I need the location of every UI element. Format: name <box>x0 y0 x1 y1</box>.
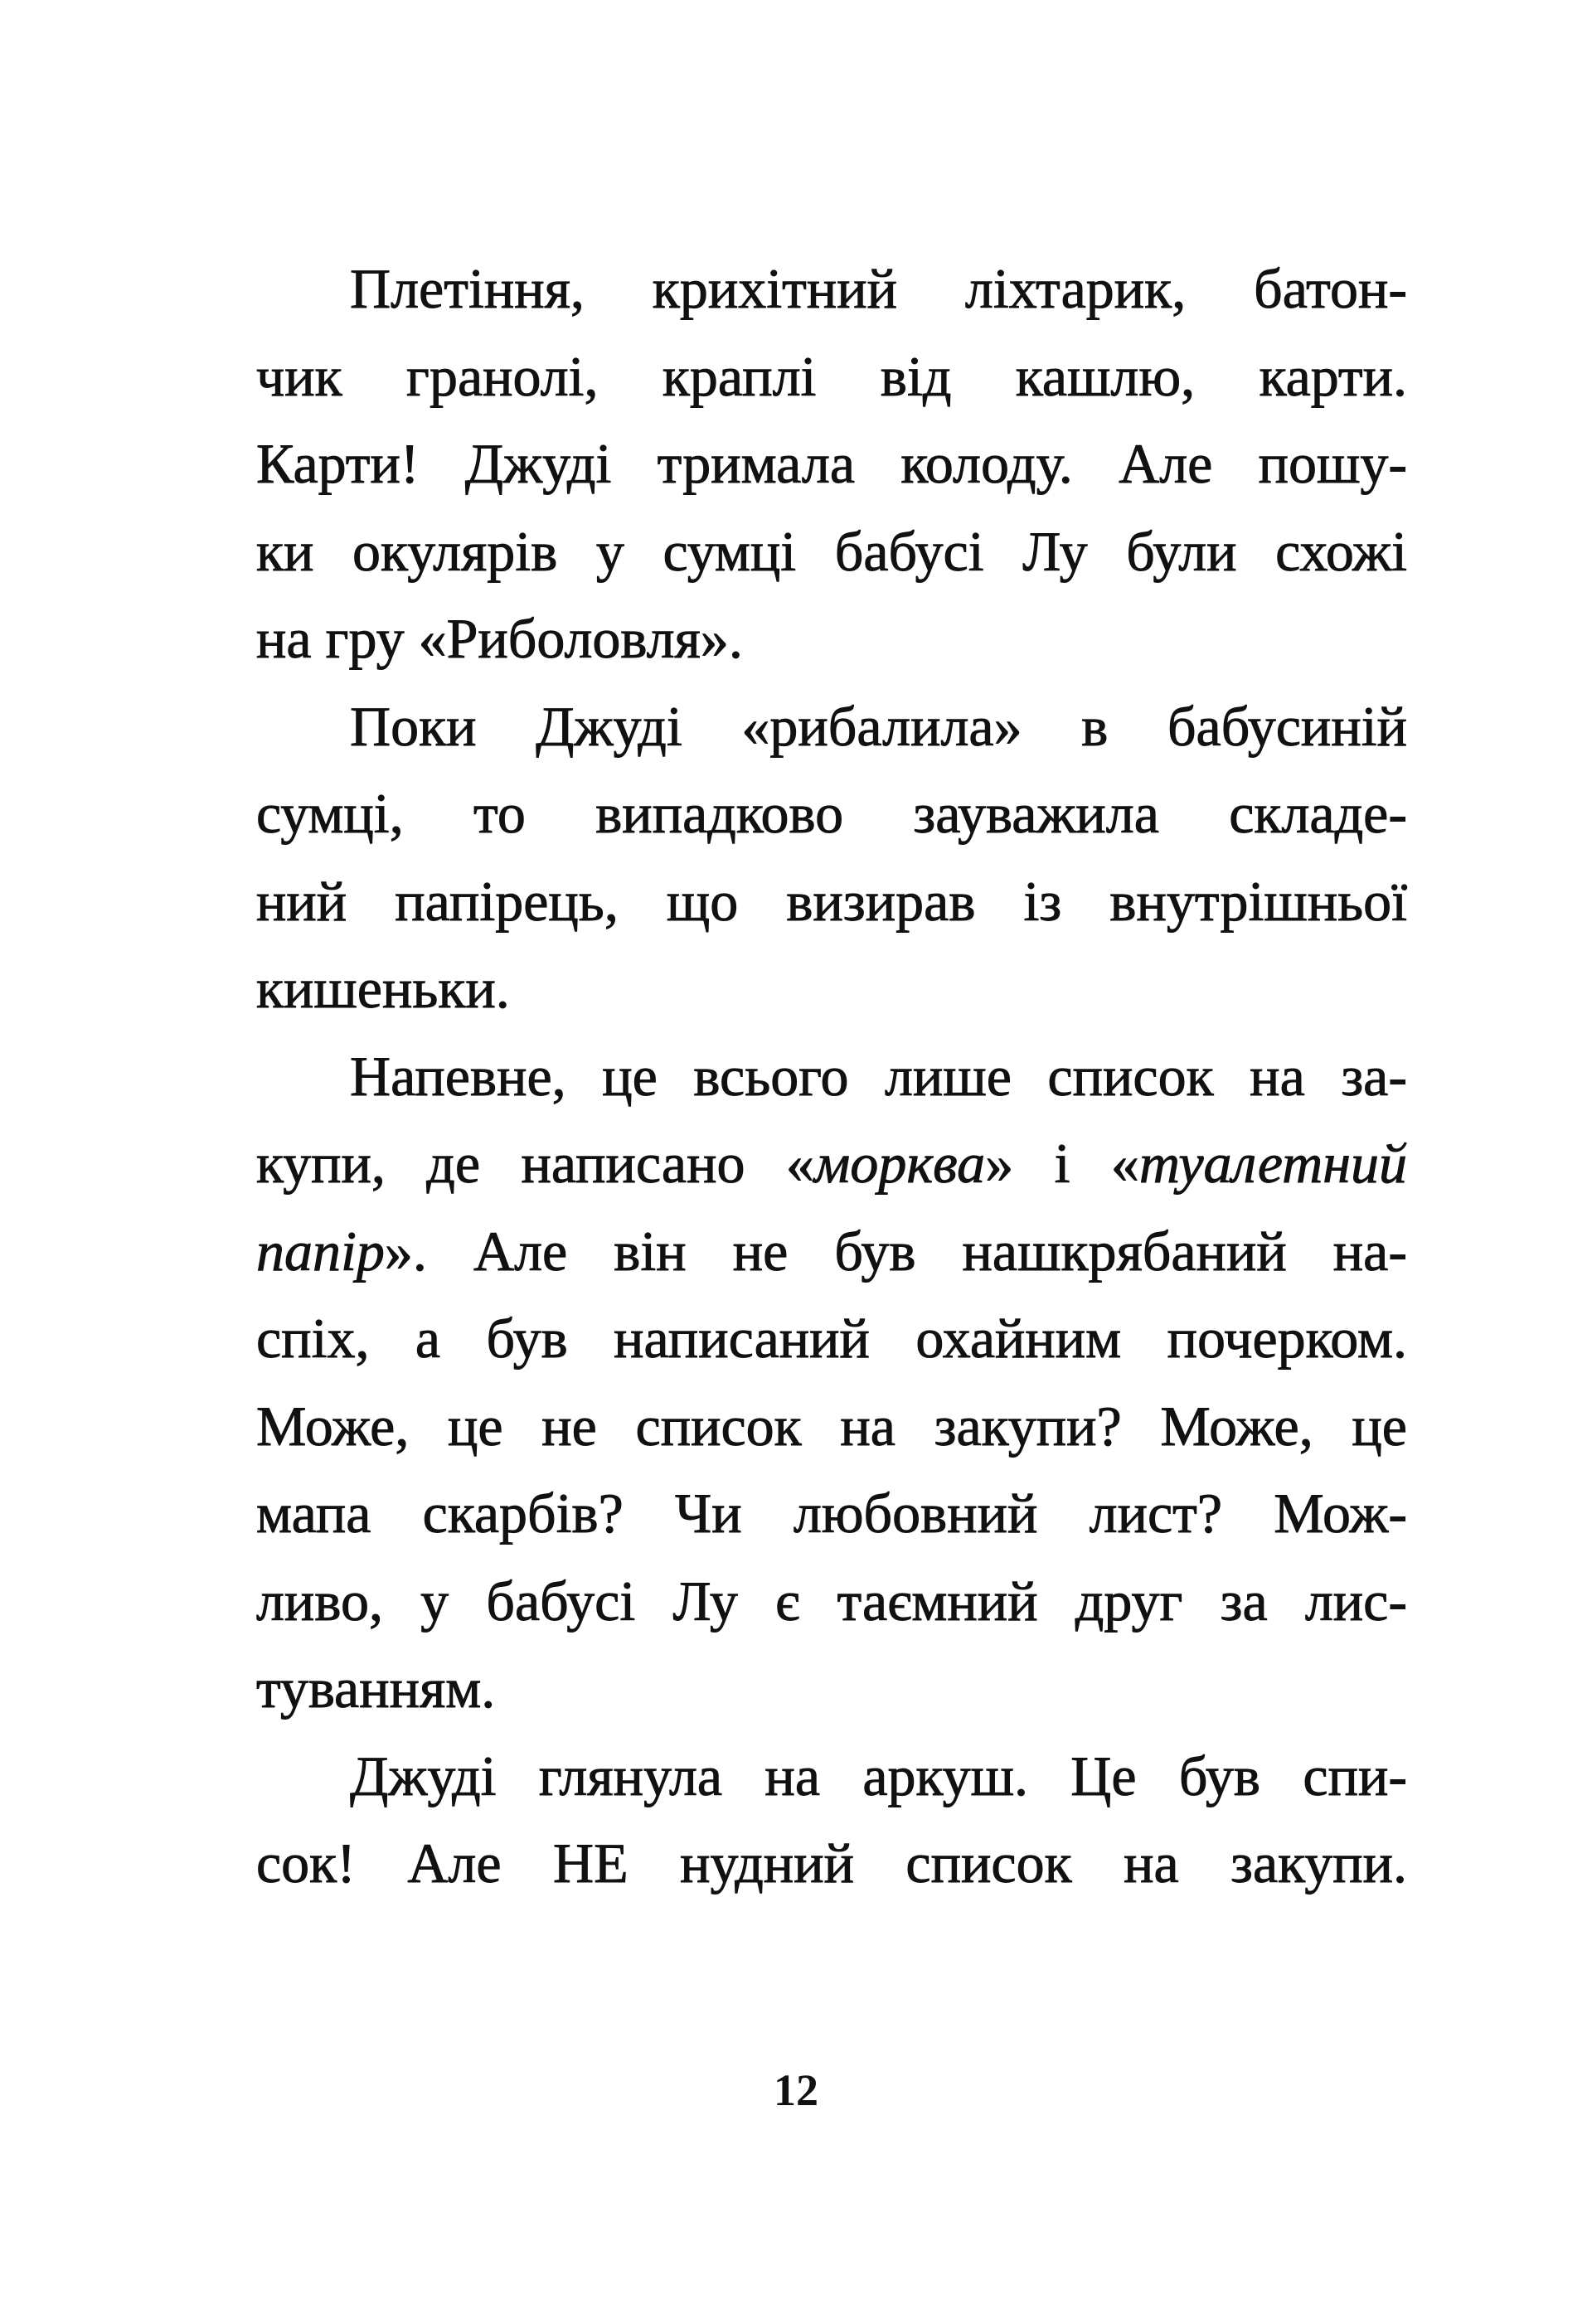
text-line <box>256 1645 1407 1733</box>
text-line <box>256 333 1407 421</box>
text-segment: спіх, а був написаний охайним почерком. <box>256 1307 1407 1370</box>
text-line <box>256 858 1407 946</box>
text-segment: ки окулярів у сумці бабусі Лу були схожі <box>256 519 1407 583</box>
text-line <box>256 420 1407 508</box>
text-segment: туванням. <box>256 1657 496 1720</box>
text-segment: Плетіння, крихітний ліхтарик, батон- <box>350 257 1407 320</box>
page-number: 12 <box>774 2065 818 2115</box>
text-segment: Може, це не список на закупи? Може, це <box>256 1394 1407 1458</box>
text-segment: Напевне, це всього лише список на за- <box>350 1044 1407 1108</box>
text-line <box>256 1470 1407 1558</box>
text-segment: на гру «Риболовля». <box>256 607 743 670</box>
body-text <box>256 245 1407 1908</box>
text-line <box>256 683 1407 771</box>
text-segment: сок! Але НЕ нудний список на закупи. <box>256 1832 1407 1895</box>
text-segment: Карти! Джуді тримала колоду. Але пошу- <box>256 432 1407 495</box>
text-line <box>256 1295 1407 1383</box>
text-segment: сумці, то випадково зауважила складе- <box>256 782 1407 845</box>
italic-text: туалетний <box>1138 1132 1407 1195</box>
text-segment: ний папірець, що визирав із внутрішньої <box>256 869 1407 933</box>
text-line <box>256 1733 1407 1821</box>
text-segment: кишеньки. <box>256 957 510 1020</box>
text-segment: мапа скарбів? Чи любовний лист? Мож- <box>256 1482 1407 1545</box>
text-line <box>256 1558 1407 1646</box>
text-line <box>256 945 1407 1033</box>
text-line <box>256 1208 1407 1296</box>
text-line <box>256 1120 1407 1208</box>
text-segment: » і « <box>985 1132 1139 1195</box>
text-segment: ». Але він не був нашкрябаний на- <box>384 1219 1407 1283</box>
text-line <box>256 770 1407 858</box>
text-segment: купи, де написано « <box>256 1132 814 1195</box>
text-segment: Джуді глянула на аркуш. Це був спи- <box>350 1744 1407 1807</box>
text-segment: Поки Джуді «рибалила» в бабусиній <box>350 694 1407 758</box>
italic-text: папір <box>256 1219 385 1283</box>
text-line <box>256 1820 1407 1908</box>
text-segment: чик гранолі, краплі від кашлю, карти. <box>256 344 1407 408</box>
text-line <box>256 1383 1407 1471</box>
text-line <box>256 1033 1407 1121</box>
text-line <box>256 595 1407 683</box>
text-line <box>256 508 1407 596</box>
text-line <box>256 245 1407 333</box>
text-segment: ливо, у бабусі Лу є таємний друг за лис- <box>256 1569 1407 1633</box>
italic-text: морква <box>813 1132 986 1195</box>
